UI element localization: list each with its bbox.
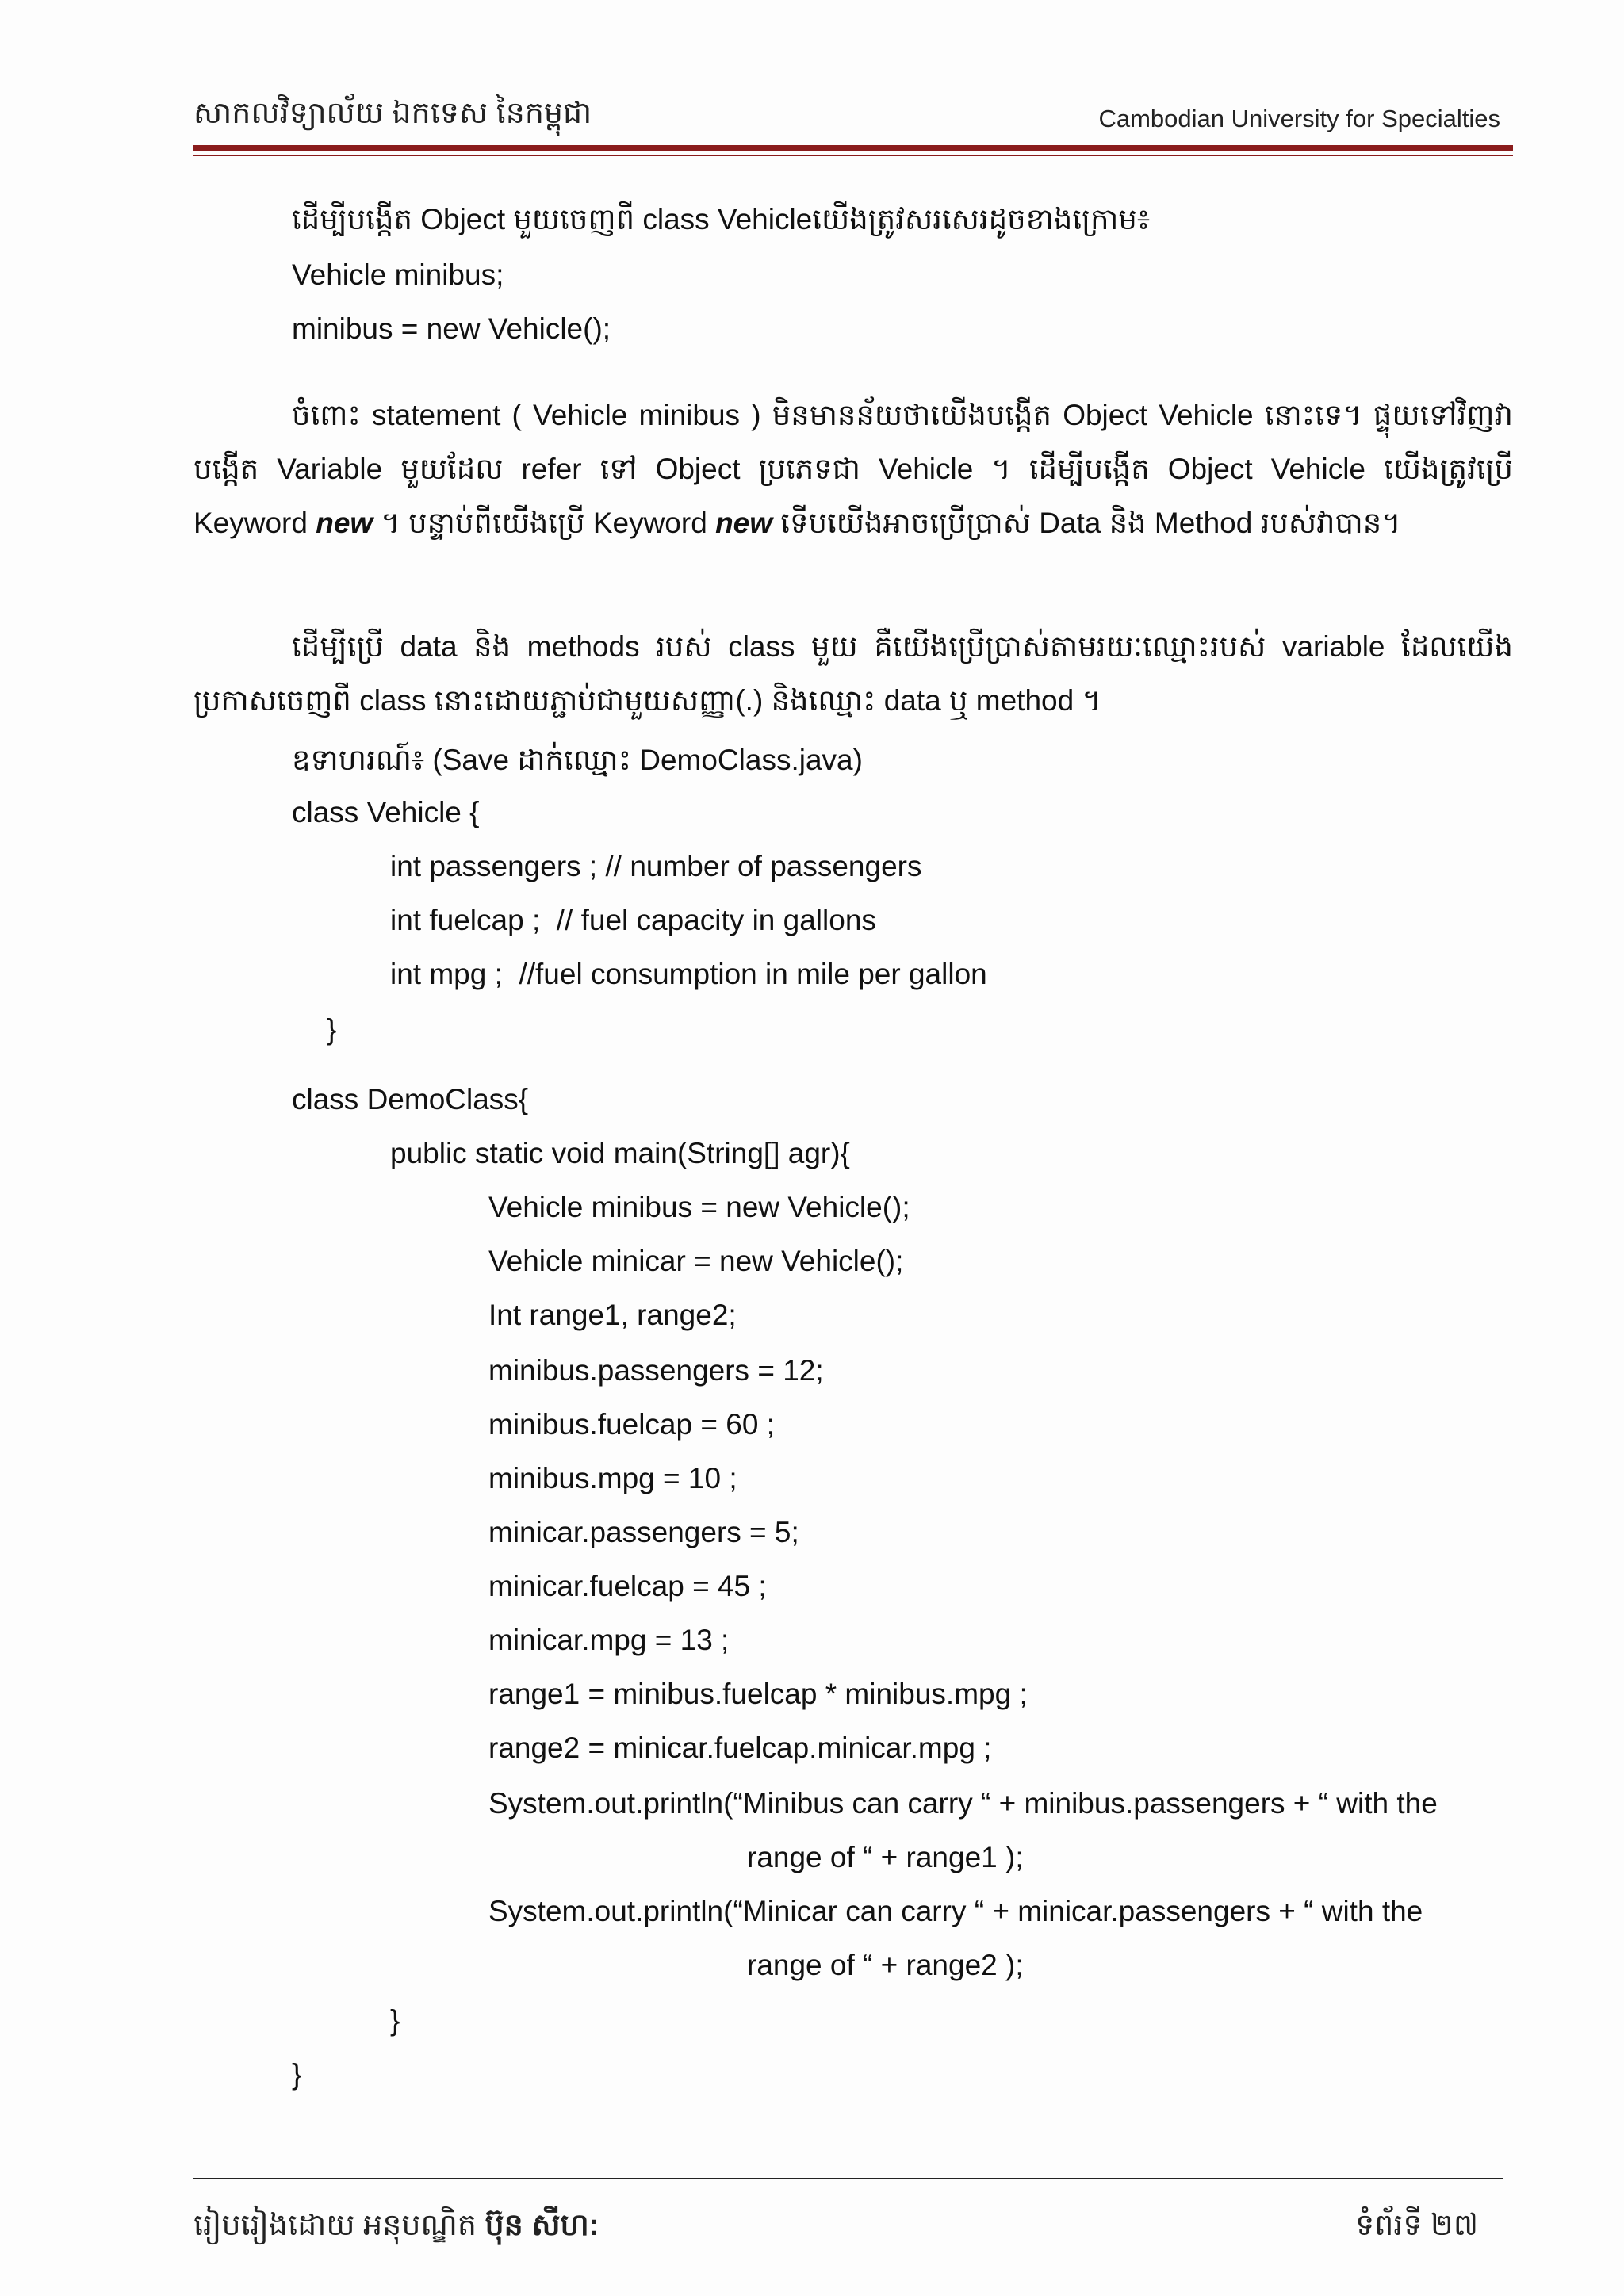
code-line: range1 = minibus.fuelcap * minibus.mpg ; — [488, 1678, 1028, 1710]
example-label: ឧទាហរណ៍៖ (Save ដាក់ឈ្មោះ DemoClass.java) — [292, 744, 863, 776]
code-line: System.out.println(“Minibus can carry “ + minibus.passengers + “ with the — [488, 1787, 1438, 1820]
footer-rule — [193, 2178, 1503, 2179]
code-line: minibus.passengers = 12; — [488, 1354, 824, 1387]
paragraph-text: ។ បន្ទាប់ពីយើងប្រើ Keyword — [373, 507, 716, 539]
code-line: } — [390, 2004, 400, 2037]
keyword-new: new — [715, 507, 773, 539]
intro-code-declare: Vehicle minibus; — [292, 258, 504, 291]
code-line: minibus.mpg = 10 ; — [488, 1462, 737, 1494]
code-line: public static void main(String[] agr){ — [390, 1137, 850, 1169]
code-line: int fuelcap ; // fuel capacity in gallons — [390, 904, 876, 936]
code-line: class Vehicle { — [292, 796, 480, 828]
paragraph-text: ទើបយើងអាចប្រើប្រាស់ Data និង Method របស់វាបាន។ — [772, 507, 1401, 539]
page-number: ទំព័រទី ២៧ — [1355, 2209, 1478, 2242]
header-rule-thin — [193, 155, 1513, 156]
code-line: int passengers ; // number of passengers — [390, 850, 922, 882]
code-line: int mpg ; //fuel consumption in mile per gallon — [390, 958, 987, 990]
code-line: } — [292, 2058, 302, 2091]
code-line: range of “ + range1 ); — [747, 1841, 1024, 1873]
code-line: range of “ + range2 ); — [747, 1949, 1024, 1981]
code-line: minicar.mpg = 13 ; — [488, 1624, 730, 1656]
code-line: Int range1, range2; — [488, 1299, 737, 1331]
header-university-english: Cambodian University for Specialties — [1098, 105, 1500, 132]
code-line: minicar.fuelcap = 45 ; — [488, 1570, 767, 1602]
footer-author-name: ប៊ុន សីហ: — [485, 2209, 599, 2242]
paragraph-text: ចំពោះ statement ( Vehicle minibus ) មិនមានន័យថាយើងបង្កើត Object Vehicle នោះទេ។ ផ្ទុយទៅវិញវាបង្កើត Variable មួយដែល refer ទៅ Object ប្រភេទជា Vehicle ។ ដើម្បីបង្កើត Object Vehicle យើងត្រូវប្រើ Keyword — [193, 399, 1513, 539]
code-line: System.out.println(“Minicar can carry “ + minicar.passengers + “ with the — [488, 1895, 1423, 1927]
footer-author — [193, 2206, 599, 2250]
code-line: Vehicle minibus = new Vehicle(); — [488, 1191, 910, 1223]
code-line: class DemoClass{ — [292, 1083, 529, 1115]
intro-line: ដើម្បីបង្កើត Object មួយចេញពី class Vehicleយើងត្រូវសរសេរដូចខាងក្រោម៖ — [292, 203, 1151, 235]
paragraph-text: ដើម្បីប្រើ data និង methods របស់ class មួយ គឺយើងប្រើប្រាស់តាមរយៈឈ្មោះរបស់ variable ដែលយើងប្រកាសចេញពី class នោះដោយភ្ជាប់ជាមួយសញ្ញា(.) និងឈ្មោះ data ឬ method ។ — [193, 630, 1513, 717]
code-line: range2 = minicar.fuelcap.minicar.mpg ; — [488, 1732, 992, 1764]
header-university-khmer: សាកលវិទ្យាល័យ ឯកទេស នៃកម្ពុជា — [193, 97, 592, 130]
code-line: Vehicle minicar = new Vehicle(); — [488, 1245, 904, 1277]
intro-code-new: minibus = new Vehicle(); — [292, 312, 611, 345]
header-rule — [193, 145, 1513, 151]
footer-author-prefix: រៀបរៀងដោយ អនុបណ្ឌិត — [193, 2209, 485, 2242]
paragraph-new-keyword — [193, 388, 1513, 550]
code-line: } — [327, 1013, 337, 1046]
code-line: minibus.fuelcap = 60 ; — [488, 1408, 775, 1441]
keyword-new: new — [316, 507, 373, 539]
code-line: minicar.passengers = 5; — [488, 1516, 799, 1548]
paragraph-access-members — [193, 620, 1513, 728]
